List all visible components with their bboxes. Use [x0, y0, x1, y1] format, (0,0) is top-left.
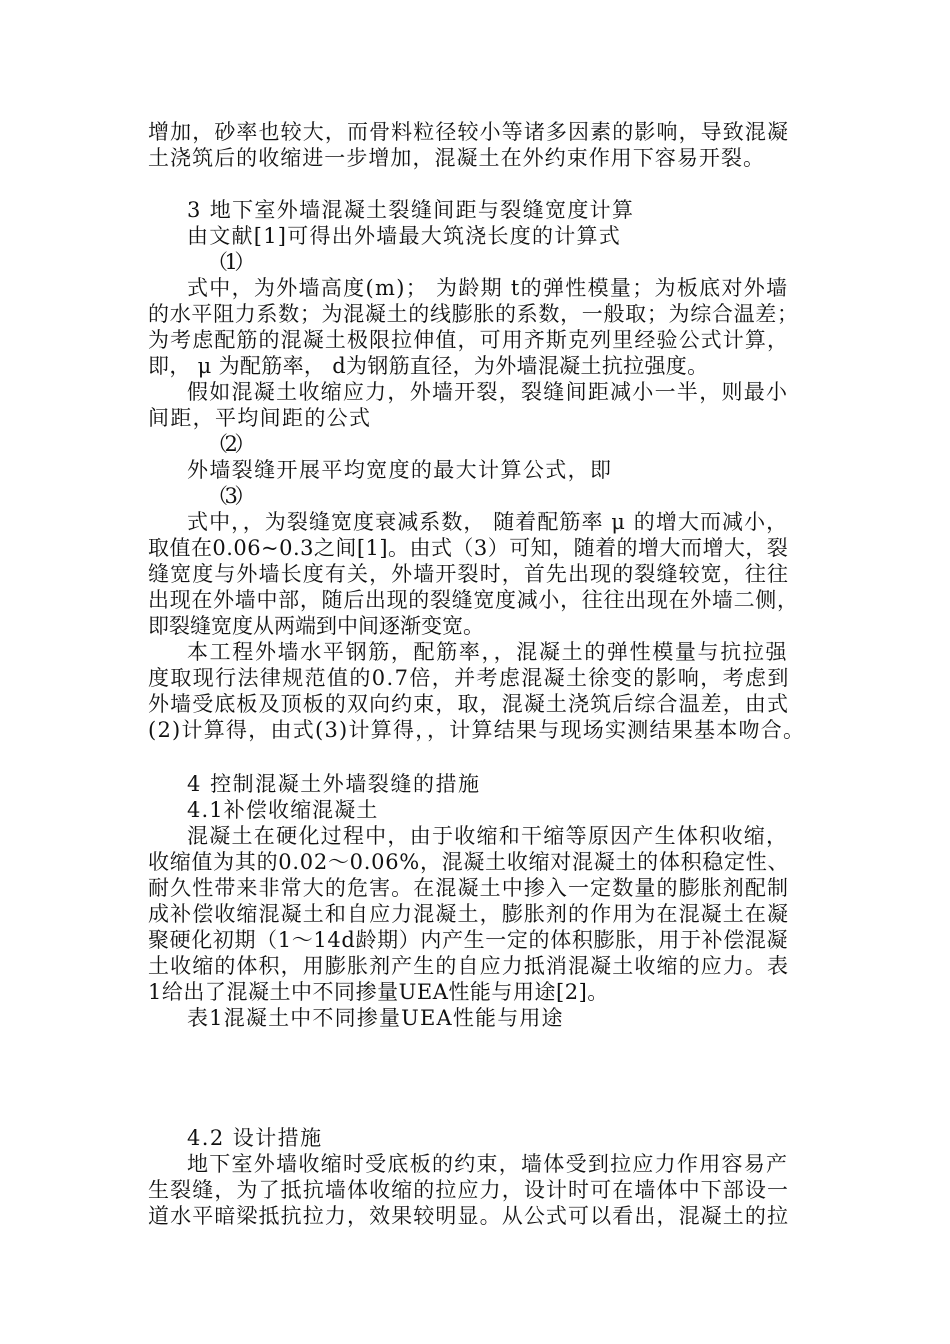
equation-number: （2） — [207, 432, 252, 456]
paragraph-line: 间距，平均间距的公式 — [148, 406, 372, 430]
paragraph-line: 式中，，为裂缝宽度衰减系数， 随着配筋率 μ 的增大而减小， — [187, 510, 789, 534]
section-heading: 3 地下室外墙混凝土裂缝间距与裂缝宽度计算 — [187, 198, 635, 222]
paragraph-line: 地下室外墙收缩时受底板的约束，墙体受到拉应力作用容易产 — [187, 1152, 789, 1176]
equation-number: （3） — [207, 484, 252, 508]
paragraph-line: 为考虑配筋的混凝土极限拉伸值，可用齐斯克列里经验公式计算， — [148, 328, 790, 352]
paragraph-line: 即裂缝宽度从两端到中间逐渐变宽。 — [148, 614, 484, 638]
paragraph-line: 式中，为外墙高度(m)； 为龄期 t的弹性模量；为板底对外墙 — [187, 276, 789, 300]
paragraph-line: 收缩值为其的0.02～0.06%，混凝土收缩对混凝土的体积稳定性、 — [148, 850, 790, 874]
paragraph-line: 由文献[1]可得出外墙最大筑浇长度的计算式 — [187, 224, 621, 248]
paragraph-line: 聚硬化初期（1～14d龄期）内产生一定的体积膨胀，用于补偿混凝 — [148, 928, 789, 952]
paragraph-line: 道水平暗梁抵抗拉力，效果较明显。从公式可以看出，混凝土的拉 — [148, 1204, 790, 1228]
section-heading: 4 控制混凝土外墙裂缝的措施 — [187, 772, 481, 796]
paragraph-line: 本工程外墙水平钢筋，配筋率，，混凝土的弹性模量与抗拉强 — [187, 640, 789, 664]
table-caption: 表1混凝土中不同掺量UEA性能与用途 — [187, 1006, 564, 1030]
paragraph-line: 生裂缝，为了抵抗墙体收缩的拉应力，设计时可在墙体中下部设一 — [148, 1178, 790, 1202]
paragraph-line: 的水平阻力系数；为混凝土的线膨胀的系数，一般取；为综合温差； — [148, 302, 799, 326]
paragraph-line: 外墙受底板及顶板的双向约束，取，混凝土浇筑后综合温差，由式 — [148, 692, 790, 716]
paragraph-line: 成补偿收缩混凝土和自应力混凝土，膨胀剂的作用为在混凝土在凝 — [148, 902, 790, 926]
paragraph-line: 土浇筑后的收缩进一步增加，混凝土在外约束作用下容易开裂。 — [148, 146, 766, 170]
paragraph-line: (2)计算得，由式(3)计算得，，计算结果与现场实测结果基本吻合。 — [148, 718, 806, 742]
subsection-heading: 4.1补偿收缩混凝土 — [187, 798, 379, 822]
paragraph-line: 1给出了混凝土中不同掺量UEA性能与用途[2]。 — [148, 980, 609, 1004]
paragraph-line: 出现在外墙中部，随后出现的裂缝宽度减小，往往出现在外墙二侧， — [148, 588, 799, 612]
paragraph-line: 假如混凝土收缩应力，外墙开裂，裂缝间距减小一半，则最小 — [187, 380, 789, 404]
paragraph-line: 土收缩的体积，用膨胀剂产生的自应力抵消混凝土收缩的应力。表 — [148, 954, 790, 978]
equation-number: （1） — [207, 250, 252, 274]
paragraph-line: 缝宽度与外墙长度有关，外墙开裂时，首先出现的裂缝较宽，往往 — [148, 562, 790, 586]
paragraph-line: 外墙裂缝开展平均宽度的最大计算公式，即 — [187, 458, 613, 482]
paragraph-line: 增加，砂率也较大，而骨料粒径较小等诸多因素的影响，导致混凝 — [148, 120, 790, 144]
paragraph-line: 即， μ 为配筋率， d为钢筋直径，为外墙混凝土抗拉强度。 — [148, 354, 709, 378]
paragraph-line: 度取现行法律规范值的0.7倍，并考虑混凝土徐变的影响，考虑到 — [148, 666, 790, 690]
paragraph-line: 取值在0.06~0.3之间[1]。由式（3）可知，随着的增大而增大，裂 — [148, 536, 789, 560]
paragraph-line: 混凝土在硬化过程中，由于收缩和干缩等原因产生体积收缩， — [187, 824, 789, 848]
subsection-heading: 4.2 设计措施 — [187, 1126, 323, 1150]
paragraph-line: 耐久性带来非常大的危害。在混凝土中掺入一定数量的膨胀剂配制 — [148, 876, 790, 900]
